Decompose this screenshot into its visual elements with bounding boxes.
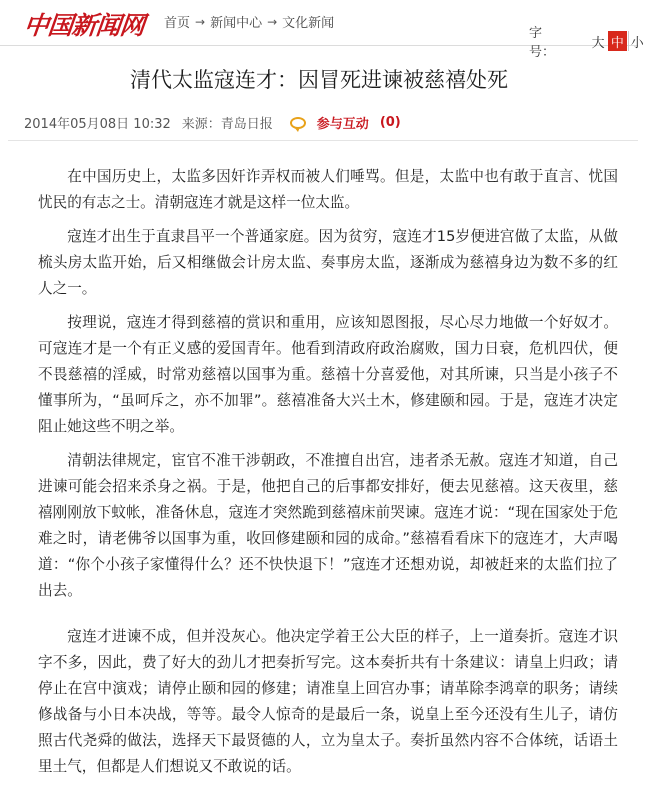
divider: [8, 140, 638, 141]
font-size-medium-button[interactable]: 中: [608, 31, 626, 51]
source-label: 来源：: [181, 117, 221, 132]
comment-bubble-icon: [290, 117, 306, 129]
breadcrumb-home-link[interactable]: 首页: [164, 16, 191, 31]
breadcrumb: [164, 12, 334, 31]
site-header: [0, 0, 644, 60]
publish-date: 2014年05月08日 10:32: [24, 117, 171, 132]
article-meta: [24, 113, 412, 132]
site-logo[interactable]: 中国新闻网: [22, 11, 146, 40]
comment-link[interactable]: [290, 113, 412, 132]
article-paragraph: 在中国历史上，太监多因奸诈弄权而被人们唾骂。但是，太监中也有敢于直言、忧国忧民的有志之士。清朝寇连才就是这样一位太监。: [38, 168, 618, 211]
font-size-large-button[interactable]: 大: [591, 35, 605, 51]
breadcrumb-culture-news-link[interactable]: 文化新闻: [282, 16, 335, 31]
font-size-small-button[interactable]: 小: [628, 31, 646, 51]
comment-count: (0): [379, 115, 401, 130]
article-title: 清代太监寇连才：因冒死进谏被慈禧处死: [130, 68, 508, 92]
article-body: [38, 164, 618, 788]
article-paragraph: 按理说，寇连才得到慈禧的赏识和重用，应该知恩图报，尽心尽力地做一个好奴才。可寇连才是一个有正义感的爱国青年。他看到清政府政治腐败，国力日衰，危机四伏，便不畏慈禧的淫威，时常劝慈禧以国事为重。慈禧十分喜爱他，对其所谏，只当是小孩子不懂事所为，“虽呵斥之，亦不加罪”。慈禧准备大兴土木，修建颐和园。于是，寇连才决定阻止她这些不明之举。: [38, 314, 618, 435]
article-paragraph: 寇连才出生于直隶昌平一个普通家庭。因为贫穷，寇连才15岁便进宫做了太监，从做梳头房太监开始，后又相继做会计房太监、奏事房太监，逐渐成为慈禧身边为数不多的红人之一。: [38, 228, 618, 297]
font-size-label: 字号：: [529, 26, 556, 60]
comment-label: 参与互动: [316, 117, 369, 132]
font-size-switcher: [529, 22, 647, 60]
article-paragraph: 寇连才进谏不成，但并没灰心。他决定学着王公大臣的样子，上一道奏折。寇连才识字不多，因此，费了好大的劲儿才把奏折写完。这本奏折共有十条建议：请皇上归政；请停止在宫中演戏；请停止颐和园的修建；请准皇上回宫办事；请革除李鸿章的职务；请续修战备与小日本决战，等等。最令人惊奇的是最后一条，说皇上至今还没有生儿子，请仿照古代尧舜的做法，选择天下最贤德的人，立为皇太子。奏折虽然内容不合体统，话语土里土气，但都是人们想说又不敢说的话。: [38, 628, 618, 775]
source-name: 青岛日报: [220, 117, 273, 132]
article-paragraph: 清朝法律规定，宦官不准干涉朝政，不准擅自出宫，违者杀无赦。寇连才知道，自己进谏可能会招来杀身之祸。于是，他把自己的后事都安排好，便去见慈禧。这天夜里，慈禧刚刚放下蚊帐，准备休息，寇连才突然跪到慈禧床前哭谏。寇连才说：“现在国家处于危难之时，请老佛爷以国事为重，收回修建颐和园的成命。”慈禧看看床下的寇连才，大声喝道：“你个小孩子家懂得什么？还不快快退下！”寇连才还想劝说，却被赶来的太监们拉了出去。: [38, 452, 618, 599]
breadcrumb-news-center-link[interactable]: 新闻中心: [210, 16, 263, 31]
breadcrumb-arrow-icon: →: [267, 14, 278, 29]
breadcrumb-arrow-icon: →: [195, 14, 206, 29]
